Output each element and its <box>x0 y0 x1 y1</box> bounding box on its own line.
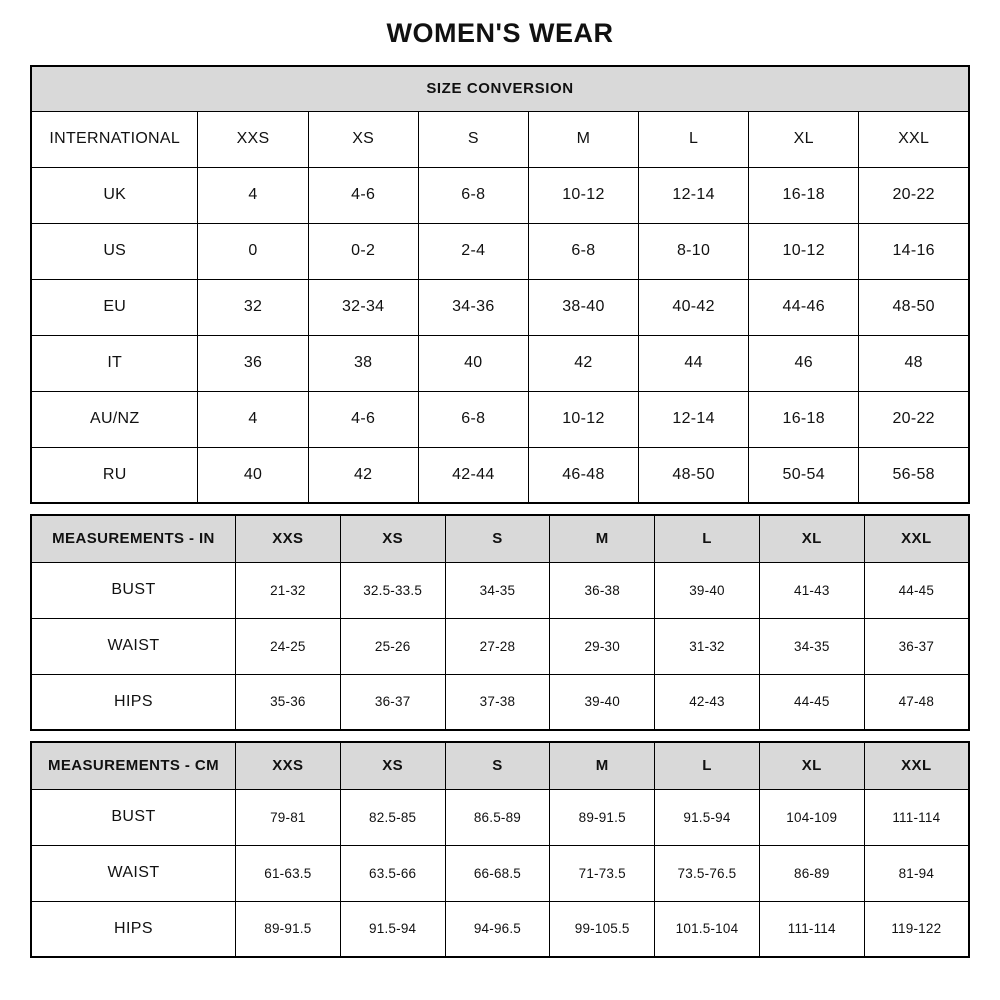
row-label: BUST <box>31 562 235 618</box>
table-title: SIZE CONVERSION <box>31 66 969 111</box>
table-row <box>31 562 969 618</box>
size-value-cell: S <box>418 111 528 167</box>
size-value-cell: 4 <box>198 167 308 223</box>
table-row <box>31 618 969 674</box>
measurements-in-table <box>30 514 970 731</box>
size-value-cell: 36-37 <box>864 618 969 674</box>
size-value-cell: 91.5-94 <box>340 901 445 957</box>
measurements-cm-table <box>30 741 970 958</box>
size-column-header: L <box>655 515 760 562</box>
row-label: US <box>31 223 198 279</box>
size-value-cell: 50-54 <box>749 447 859 503</box>
size-value-cell: 99-105.5 <box>550 901 655 957</box>
size-value-cell: 44-45 <box>759 674 864 730</box>
row-label: AU/NZ <box>31 391 198 447</box>
size-value-cell: L <box>639 111 749 167</box>
table-row <box>31 223 969 279</box>
size-value-cell: 20-22 <box>859 167 969 223</box>
size-value-cell: 36-38 <box>550 562 655 618</box>
size-value-cell: 8-10 <box>639 223 749 279</box>
size-column-header: XS <box>340 515 445 562</box>
size-value-cell: 48 <box>859 335 969 391</box>
table-row <box>31 845 969 901</box>
size-value-cell: 0 <box>198 223 308 279</box>
size-column-header: XL <box>759 515 864 562</box>
size-value-cell: 39-40 <box>655 562 760 618</box>
size-value-cell: 104-109 <box>759 789 864 845</box>
table-header-row <box>31 515 969 562</box>
size-value-cell: 24-25 <box>235 618 340 674</box>
table-row <box>31 901 969 957</box>
size-value-cell: 42-44 <box>418 447 528 503</box>
row-label: HIPS <box>31 674 235 730</box>
row-label: IT <box>31 335 198 391</box>
size-value-cell: 40 <box>418 335 528 391</box>
size-value-cell: 4-6 <box>308 391 418 447</box>
size-value-cell: 42 <box>308 447 418 503</box>
table-title-row <box>31 66 969 111</box>
size-value-cell: 32.5-33.5 <box>340 562 445 618</box>
size-value-cell: 34-35 <box>445 562 550 618</box>
size-value-cell: 111-114 <box>864 789 969 845</box>
size-column-header: S <box>445 515 550 562</box>
size-column-header: XXS <box>235 515 340 562</box>
size-value-cell: 42 <box>528 335 638 391</box>
size-value-cell: 39-40 <box>550 674 655 730</box>
size-value-cell: 32 <box>198 279 308 335</box>
size-column-header: XXS <box>235 742 340 789</box>
size-value-cell: 101.5-104 <box>655 901 760 957</box>
size-value-cell: 61-63.5 <box>235 845 340 901</box>
size-value-cell: 44-46 <box>749 279 859 335</box>
size-value-cell: XXS <box>198 111 308 167</box>
table-row <box>31 279 969 335</box>
size-value-cell: 38-40 <box>528 279 638 335</box>
size-value-cell: 40 <box>198 447 308 503</box>
size-value-cell: 79-81 <box>235 789 340 845</box>
size-value-cell: 46 <box>749 335 859 391</box>
size-value-cell: M <box>528 111 638 167</box>
size-value-cell: 71-73.5 <box>550 845 655 901</box>
size-value-cell: 44 <box>639 335 749 391</box>
size-value-cell: 38 <box>308 335 418 391</box>
size-column-header: M <box>550 515 655 562</box>
row-label: UK <box>31 167 198 223</box>
size-value-cell: 119-122 <box>864 901 969 957</box>
size-value-cell: XS <box>308 111 418 167</box>
size-value-cell: 35-36 <box>235 674 340 730</box>
row-label: INTERNATIONAL <box>31 111 198 167</box>
size-value-cell: 37-38 <box>445 674 550 730</box>
size-value-cell: 91.5-94 <box>655 789 760 845</box>
row-label: RU <box>31 447 198 503</box>
size-value-cell: 48-50 <box>859 279 969 335</box>
size-value-cell: 46-48 <box>528 447 638 503</box>
size-value-cell: 86.5-89 <box>445 789 550 845</box>
size-value-cell: 6-8 <box>418 167 528 223</box>
size-conversion-table <box>30 65 970 504</box>
size-value-cell: 48-50 <box>639 447 749 503</box>
size-value-cell: 47-48 <box>864 674 969 730</box>
size-value-cell: 94-96.5 <box>445 901 550 957</box>
table-row <box>31 111 969 167</box>
size-value-cell: 16-18 <box>749 167 859 223</box>
table-row <box>31 674 969 730</box>
row-label: HIPS <box>31 901 235 957</box>
table-row <box>31 335 969 391</box>
size-value-cell: 56-58 <box>859 447 969 503</box>
size-value-cell: XL <box>749 111 859 167</box>
size-column-header: L <box>655 742 760 789</box>
table-title: MEASUREMENTS - CM <box>31 742 235 789</box>
size-value-cell: 10-12 <box>528 391 638 447</box>
table-header-row <box>31 742 969 789</box>
table-row <box>31 167 969 223</box>
size-value-cell: 4 <box>198 391 308 447</box>
size-value-cell: 32-34 <box>308 279 418 335</box>
size-value-cell: 4-6 <box>308 167 418 223</box>
size-value-cell: 86-89 <box>759 845 864 901</box>
size-value-cell: 27-28 <box>445 618 550 674</box>
size-value-cell: 31-32 <box>655 618 760 674</box>
size-value-cell: 16-18 <box>749 391 859 447</box>
size-column-header: M <box>550 742 655 789</box>
size-value-cell: 44-45 <box>864 562 969 618</box>
size-value-cell: 89-91.5 <box>550 789 655 845</box>
row-label: WAIST <box>31 845 235 901</box>
size-value-cell: 12-14 <box>639 167 749 223</box>
size-value-cell: 81-94 <box>864 845 969 901</box>
size-value-cell: 10-12 <box>749 223 859 279</box>
page-title: WOMEN'S WEAR <box>386 18 614 48</box>
table-title: MEASUREMENTS - IN <box>31 515 235 562</box>
size-column-header: XXL <box>864 742 969 789</box>
size-value-cell: 111-114 <box>759 901 864 957</box>
size-value-cell: 89-91.5 <box>235 901 340 957</box>
table-row <box>31 789 969 845</box>
size-value-cell: 2-4 <box>418 223 528 279</box>
size-value-cell: 36 <box>198 335 308 391</box>
size-column-header: S <box>445 742 550 789</box>
row-label: EU <box>31 279 198 335</box>
size-value-cell: 73.5-76.5 <box>655 845 760 901</box>
size-value-cell: 66-68.5 <box>445 845 550 901</box>
size-value-cell: 20-22 <box>859 391 969 447</box>
size-column-header: XL <box>759 742 864 789</box>
size-value-cell: 0-2 <box>308 223 418 279</box>
row-label: BUST <box>31 789 235 845</box>
size-value-cell: 14-16 <box>859 223 969 279</box>
size-value-cell: 40-42 <box>639 279 749 335</box>
size-value-cell: 21-32 <box>235 562 340 618</box>
size-value-cell: 12-14 <box>639 391 749 447</box>
size-value-cell: 29-30 <box>550 618 655 674</box>
row-label: WAIST <box>31 618 235 674</box>
size-value-cell: 10-12 <box>528 167 638 223</box>
size-value-cell: 25-26 <box>340 618 445 674</box>
size-value-cell: 34-36 <box>418 279 528 335</box>
size-column-header: XXL <box>864 515 969 562</box>
size-value-cell: 6-8 <box>528 223 638 279</box>
size-column-header: XS <box>340 742 445 789</box>
size-value-cell: 42-43 <box>655 674 760 730</box>
table-row <box>31 391 969 447</box>
size-value-cell: 82.5-85 <box>340 789 445 845</box>
size-value-cell: 36-37 <box>340 674 445 730</box>
size-value-cell: 6-8 <box>418 391 528 447</box>
size-value-cell: 63.5-66 <box>340 845 445 901</box>
size-value-cell: 34-35 <box>759 618 864 674</box>
table-row <box>31 447 969 503</box>
size-value-cell: 41-43 <box>759 562 864 618</box>
size-value-cell: XXL <box>859 111 969 167</box>
